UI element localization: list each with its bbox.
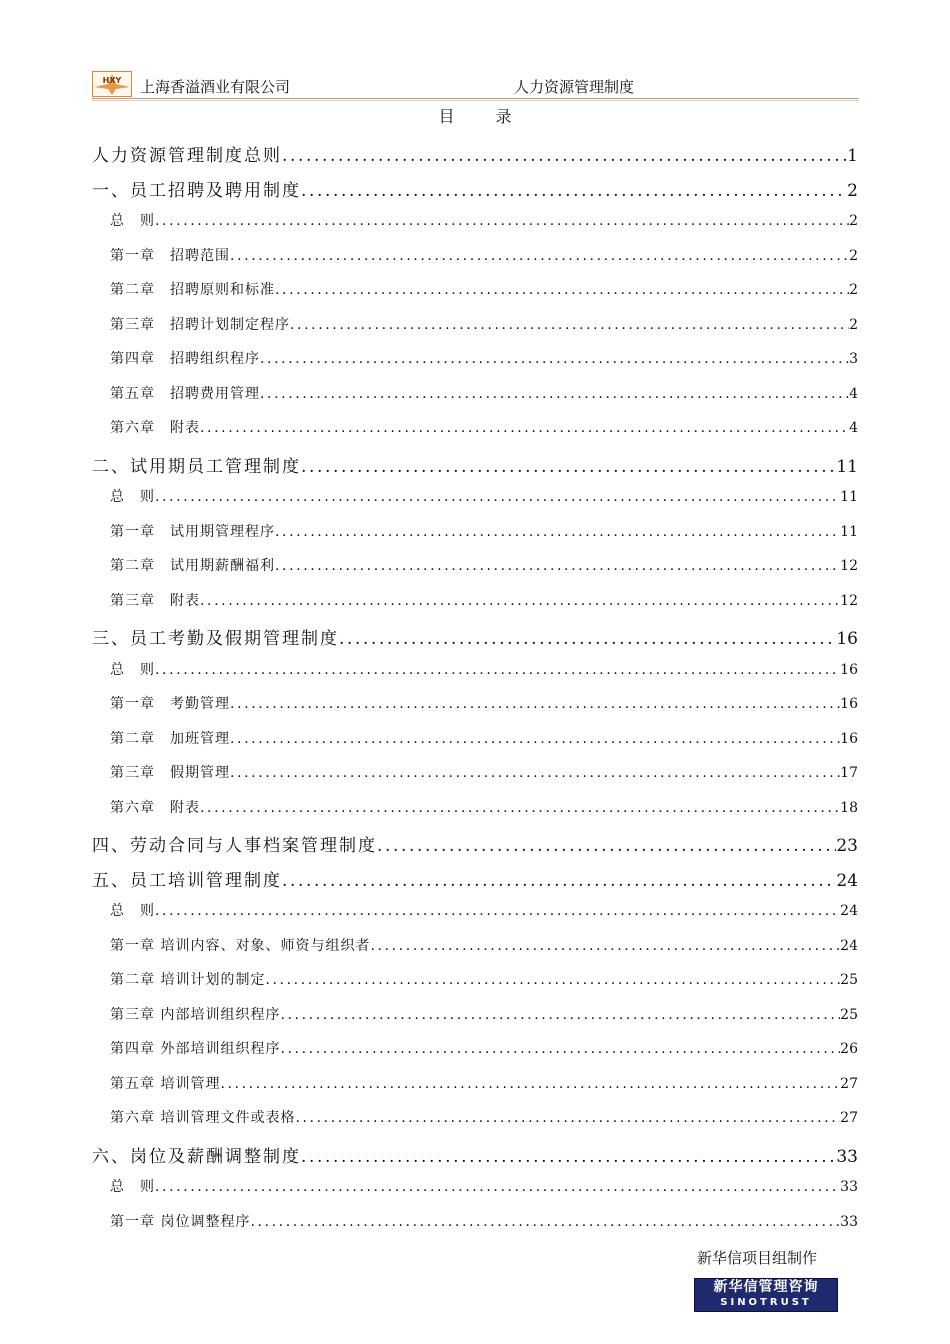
- toc-page-number: 1: [847, 146, 858, 166]
- toc-leader-dots: [230, 696, 840, 712]
- toc-page-number: 24: [836, 870, 858, 891]
- toc-entry-title: 第一章 岗位调整程序: [110, 1213, 251, 1230]
- toc-chapter-entry[interactable]: [92, 1038, 858, 1073]
- toc-leader-dots: [265, 972, 840, 988]
- toc-chapter-entry[interactable]: [92, 797, 858, 832]
- toc-entry-title: 人力资源管理制度总则: [92, 146, 282, 166]
- toc-entry-title: 一、员工招聘及聘用制度: [92, 180, 301, 201]
- toc-page-number: 2: [849, 282, 858, 298]
- toc-entry-title: 三、员工考勤及假期管理制度: [92, 629, 339, 649]
- toc-entry-title: 总 则: [110, 1179, 155, 1195]
- toc-leader-dots: [301, 457, 836, 477]
- toc-page-number: 33: [840, 1179, 858, 1195]
- toc-entry-title: 总 则: [110, 213, 155, 229]
- toc-page-number: 16: [836, 629, 858, 649]
- toc-chapter-entry[interactable]: [92, 1211, 858, 1246]
- toc-page-number: 4: [849, 385, 858, 402]
- toc-section-entry[interactable]: [92, 452, 858, 487]
- consultancy-logo: [694, 1278, 838, 1312]
- toc-chapter-entry[interactable]: [92, 348, 858, 383]
- toc-leader-dots: [230, 248, 849, 264]
- toc-section-entry[interactable]: [92, 1142, 858, 1177]
- toc-chapter-entry[interactable]: [92, 1176, 858, 1211]
- toc-entry-title: 六、岗位及薪酬调整制度: [92, 1146, 301, 1167]
- toc-page-number: 2: [847, 180, 858, 201]
- toc-entry-title: 总 则: [110, 903, 155, 919]
- toc-entry-title: 第二章 招聘原则和标准: [110, 282, 275, 298]
- toc-leader-dots: [280, 1041, 840, 1057]
- toc-entry-title: 第五章 招聘费用管理: [110, 385, 260, 402]
- toc-chapter-entry[interactable]: [92, 900, 858, 935]
- toc-chapter-entry[interactable]: [92, 383, 858, 418]
- toc-page-number: 17: [840, 765, 858, 781]
- consultancy-logo-en: SINOTRUST: [720, 1297, 812, 1308]
- toc-chapter-entry[interactable]: [92, 314, 858, 349]
- toc-leader-dots: [155, 489, 840, 505]
- toc-leader-dots: [275, 282, 849, 298]
- toc-chapter-entry[interactable]: [92, 417, 858, 452]
- toc-chapter-entry[interactable]: [92, 555, 858, 590]
- toc-section-entry[interactable]: [92, 141, 858, 176]
- toc-section-entry[interactable]: [92, 176, 858, 211]
- toc-page-number: 16: [840, 730, 858, 747]
- toc-page-number: 24: [840, 903, 858, 919]
- toc-entry-title: 第二章 试用期薪酬福利: [110, 558, 275, 574]
- toc-page-number: 11: [836, 456, 858, 477]
- toc-page-number: 25: [840, 1006, 858, 1023]
- toc-leader-dots: [200, 420, 849, 436]
- toc-heading: 目 录: [438, 107, 530, 126]
- toc-page-number: 11: [840, 523, 858, 540]
- toc-page-number: 12: [840, 592, 858, 609]
- toc-page-number: 2: [849, 247, 858, 264]
- toc-page-number: 33: [836, 1146, 858, 1167]
- toc-leader-dots: [220, 1076, 840, 1092]
- toc-leader-dots: [230, 765, 840, 781]
- toc-chapter-entry[interactable]: [92, 1073, 858, 1108]
- header-rule: [92, 98, 859, 99]
- toc-page-number: 11: [840, 489, 858, 505]
- toc-leader-dots: [282, 146, 847, 166]
- footer-credit: 新华信项目组制作: [697, 1249, 818, 1267]
- toc-chapter-entry[interactable]: [92, 969, 858, 1004]
- toc-leader-dots: [155, 1179, 840, 1195]
- toc-page-number: 3: [849, 351, 858, 367]
- page-header: [92, 70, 859, 100]
- table-of-contents: [92, 141, 858, 1245]
- toc-page-number: 16: [840, 696, 858, 712]
- toc-page-number: 12: [840, 558, 858, 574]
- header-rule-secondary: [92, 100, 859, 101]
- document-title: 人力资源管理制度: [514, 78, 635, 96]
- toc-leader-dots: [230, 731, 840, 747]
- toc-chapter-entry[interactable]: [92, 693, 858, 728]
- toc-chapter-entry[interactable]: [92, 210, 858, 245]
- toc-chapter-entry[interactable]: [92, 1107, 858, 1142]
- toc-leader-dots: [275, 524, 840, 540]
- toc-entry-title: 总 则: [110, 661, 155, 678]
- toc-entry-title: 第三章 招聘计划制定程序: [110, 316, 290, 333]
- toc-leader-dots: [370, 938, 840, 954]
- toc-chapter-entry[interactable]: [92, 762, 858, 797]
- toc-entry-title: 第三章 附表: [110, 592, 200, 609]
- toc-entry-title: 总 则: [110, 489, 155, 505]
- toc-page-number: 25: [840, 972, 858, 988]
- toc-chapter-entry[interactable]: [92, 935, 858, 970]
- toc-page-number: 26: [840, 1041, 858, 1057]
- toc-entry-title: 第六章 培训管理文件或表格: [110, 1110, 296, 1126]
- toc-entry-title: 第一章 考勤管理: [110, 696, 230, 712]
- toc-page-number: 18: [840, 799, 858, 816]
- toc-leader-dots: [260, 386, 849, 402]
- toc-entry-title: 第一章 试用期管理程序: [110, 523, 275, 540]
- toc-leader-dots: [155, 903, 840, 919]
- toc-page-number: 33: [840, 1213, 858, 1230]
- toc-section-entry[interactable]: [92, 624, 858, 659]
- toc-page-number: 4: [849, 420, 858, 436]
- toc-page-number: 2: [849, 316, 858, 333]
- toc-entry-title: 第一章 招聘范围: [110, 247, 230, 264]
- toc-entry-title: 第二章 加班管理: [110, 730, 230, 747]
- toc-leader-dots: [200, 800, 840, 816]
- toc-leader-dots: [301, 181, 847, 201]
- toc-entry-title: 五、员工培训管理制度: [92, 870, 282, 891]
- toc-chapter-entry[interactable]: [92, 245, 858, 280]
- toc-leader-dots: [339, 629, 836, 649]
- toc-page-number: 24: [840, 937, 858, 954]
- toc-leader-dots: [282, 871, 836, 891]
- toc-page-number: 16: [840, 661, 858, 678]
- toc-page-number: 27: [840, 1110, 858, 1126]
- toc-leader-dots: [275, 558, 840, 574]
- toc-chapter-entry[interactable]: [92, 1004, 858, 1039]
- toc-entry-title: 第六章 附表: [110, 799, 200, 816]
- toc-leader-dots: [250, 1214, 840, 1230]
- toc-leader-dots: [295, 1110, 840, 1126]
- toc-entry-title: 第六章 附表: [110, 420, 200, 436]
- toc-leader-dots: [155, 213, 849, 229]
- toc-leader-dots: [200, 593, 840, 609]
- svg-text:HXY: HXY: [102, 76, 122, 85]
- toc-page-number: 2: [849, 213, 858, 229]
- toc-page-number: 27: [840, 1075, 858, 1092]
- toc-leader-dots: [155, 662, 840, 678]
- company-logo: [92, 71, 132, 97]
- toc-entry-title: 第五章 培训管理: [110, 1075, 221, 1092]
- consultancy-logo-cn: 新华信管理咨询: [713, 1279, 819, 1295]
- toc-leader-dots: [260, 351, 849, 367]
- toc-section-entry[interactable]: [92, 831, 858, 866]
- toc-entry-title: 第二章 培训计划的制定: [110, 972, 266, 988]
- toc-leader-dots: [301, 1147, 836, 1167]
- toc-leader-dots: [377, 836, 836, 856]
- toc-entry-title: 第一章 培训内容、对象、师资与组织者: [110, 937, 371, 954]
- company-name: 上海香溢酒业有限公司: [140, 78, 291, 96]
- toc-entry-title: 第三章 内部培训组织程序: [110, 1006, 281, 1023]
- toc-chapter-entry[interactable]: [92, 590, 858, 625]
- toc-entry-title: 四、劳动合同与人事档案管理制度: [92, 836, 377, 856]
- toc-entry-title: 第三章 假期管理: [110, 765, 230, 781]
- toc-entry-title: 第四章 招聘组织程序: [110, 351, 260, 367]
- toc-chapter-entry[interactable]: [92, 486, 858, 521]
- toc-chapter-entry[interactable]: [92, 728, 858, 763]
- toc-section-entry[interactable]: [92, 866, 858, 901]
- toc-leader-dots: [290, 317, 849, 333]
- toc-leader-dots: [280, 1007, 840, 1023]
- toc-chapter-entry[interactable]: [92, 279, 858, 314]
- toc-chapter-entry[interactable]: [92, 521, 858, 556]
- toc-page-number: 23: [836, 836, 858, 856]
- toc-entry-title: 第四章 外部培训组织程序: [110, 1041, 281, 1057]
- toc-entry-title: 二、试用期员工管理制度: [92, 456, 301, 477]
- toc-chapter-entry[interactable]: [92, 659, 858, 694]
